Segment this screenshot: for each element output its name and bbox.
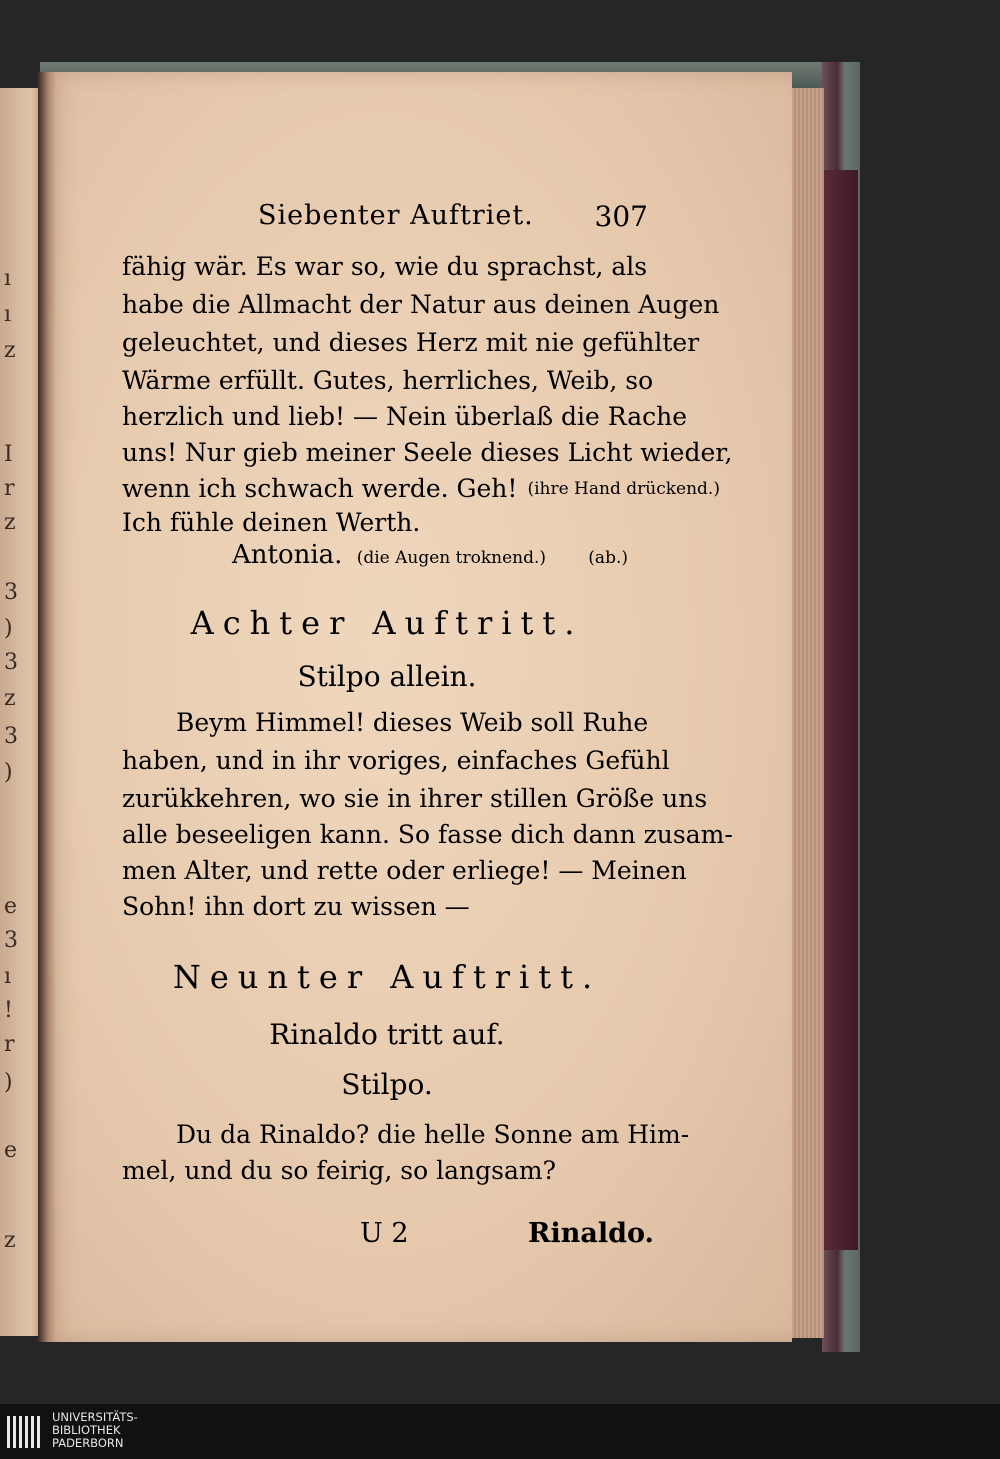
text-line: Sohn! ihn dort zu wissen —	[122, 892, 470, 921]
logo-line: BIBLIOTHEK	[52, 1423, 121, 1437]
left-page-char: ı	[4, 302, 12, 327]
text-line: zurükkehren, wo sie in ihrer stillen Größe uns	[122, 784, 708, 813]
text-line-with-direction	[122, 470, 720, 508]
speaker-name: Antonia.	[232, 540, 343, 570]
speaker-name: Stilpo.	[341, 1068, 433, 1101]
scene-subheading: Rinaldo tritt auf.	[269, 1018, 505, 1051]
signature-mark: U 2	[360, 1218, 409, 1249]
text-fragment: wenn ich schwach werde. Geh!	[122, 474, 518, 503]
left-page-char: !	[4, 998, 13, 1023]
logo-line: UNIVERSITÄTS-	[52, 1410, 138, 1424]
antonia-exit-line	[232, 540, 628, 570]
left-page-char: r	[4, 476, 15, 501]
logo-line: PADERBORN	[52, 1436, 124, 1450]
left-page-char: I	[4, 442, 13, 467]
left-page-char: e	[4, 1138, 18, 1163]
left-page-char: 3	[4, 650, 18, 675]
text-line: men Alter, und rette oder erliege! — Meinen	[122, 856, 687, 885]
running-header	[258, 200, 648, 240]
left-page-char: )	[4, 616, 13, 641]
text-line: herzlich und lieb! — Nein überlaß die Rache	[122, 402, 687, 431]
text-line: uns! Nur gieb meiner Seele dieses Licht wieder,	[122, 438, 733, 467]
left-page-char: z	[4, 338, 16, 363]
left-page-char: 3	[4, 580, 18, 605]
text-line: fähig wär. Es war so, wie du sprachst, als	[122, 252, 648, 281]
library-logo-icon	[6, 1412, 46, 1452]
left-page-char: 3	[4, 724, 18, 749]
text-line: haben, und in ihr voriges, einfaches Gefühl	[122, 746, 670, 775]
left-page-char: )	[4, 760, 13, 785]
left-page-char: ı	[4, 266, 12, 291]
text-line: Beym Himmel! dieses Weib soll Ruhe	[176, 708, 649, 737]
catchword: Rinaldo.	[528, 1218, 654, 1249]
page-edges	[788, 88, 824, 1338]
page-gutter	[38, 72, 56, 1342]
library-logo-bar	[0, 1404, 1000, 1459]
left-page-char: ı	[4, 964, 12, 989]
text-line: Wärme erfüllt. Gutes, herrliches, Weib, so	[122, 366, 654, 395]
left-page-char: z	[4, 686, 16, 711]
book-spine-leather	[822, 170, 858, 1250]
text-line: habe die Allmacht der Natur aus deinen Augen	[122, 290, 720, 319]
stage-direction-exit: (ab.)	[588, 548, 628, 568]
left-page-char: z	[4, 1228, 16, 1253]
text-line: Du da Rinaldo? die helle Sonne am Him-	[176, 1120, 690, 1149]
text-line: mel, und du so feirig, so langsam?	[122, 1156, 556, 1185]
left-page-char: 3	[4, 928, 18, 953]
text-line: Ich fühle deinen Werth.	[122, 508, 421, 537]
left-page-char: r	[4, 1032, 15, 1057]
text-line: geleuchtet, und dieses Herz mit nie gefühlter	[122, 328, 700, 357]
text-line: alle beseeligen kann. So fasse dich dann zusam-	[122, 820, 733, 849]
left-page-char: )	[4, 1070, 13, 1095]
scene-subheading: Stilpo allein.	[297, 660, 477, 693]
scene-heading: Neunter Auftritt.	[172, 958, 602, 996]
library-logo-text	[52, 1411, 138, 1450]
left-page-char: e	[4, 894, 18, 919]
running-title: Siebenter Auftriet.	[258, 200, 534, 231]
page-number: 307	[594, 200, 648, 233]
scene-heading: Achter Auftritt.	[190, 604, 584, 642]
left-page-char: z	[4, 510, 16, 535]
stage-direction: (ihre Hand drückend.)	[527, 479, 720, 499]
stage-direction: (die Augen troknend.)	[356, 548, 547, 568]
